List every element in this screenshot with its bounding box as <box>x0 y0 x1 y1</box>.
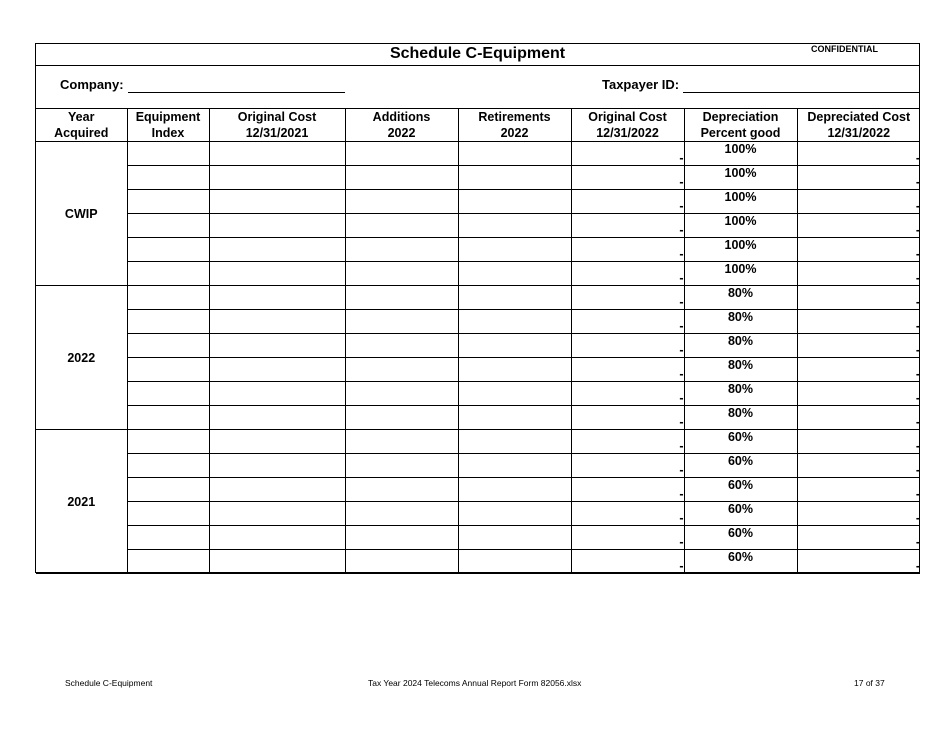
table-row <box>36 382 920 406</box>
retirements-cell[interactable] <box>458 550 571 574</box>
table-row <box>36 190 920 214</box>
retirements-cell[interactable] <box>458 310 571 334</box>
additions-cell[interactable] <box>345 406 458 430</box>
col-header-year-acquired <box>36 109 127 142</box>
table-row <box>36 526 920 550</box>
original-cost-2022-cell: - <box>571 286 684 310</box>
schedule-sheet <box>35 43 920 573</box>
original-cost-2021-cell[interactable] <box>209 502 345 526</box>
col-header-line1: Depreciation <box>702 110 779 124</box>
table-row <box>36 262 920 286</box>
col-header-line2: Acquired <box>54 126 109 140</box>
col-header-additions <box>345 109 458 142</box>
equipment-index-cell[interactable] <box>127 358 209 382</box>
year-acquired-cell: 2022 <box>36 286 127 430</box>
col-header-depreciation-percent <box>684 109 797 142</box>
confidential-label: CONFIDENTIAL <box>811 44 878 54</box>
table-row <box>36 286 920 310</box>
company-label: Company: <box>60 77 124 92</box>
depreciated-cost-cell: - <box>797 454 920 478</box>
original-cost-2021-cell[interactable] <box>209 142 345 166</box>
original-cost-2022-cell: - <box>571 382 684 406</box>
col-header-line2: 12/31/2022 <box>827 126 891 140</box>
col-header-line1: Original Cost <box>237 110 317 124</box>
original-cost-2021-cell[interactable] <box>209 550 345 574</box>
retirements-cell[interactable] <box>458 454 571 478</box>
original-cost-2022-cell: - <box>571 358 684 382</box>
depreciated-cost-cell: - <box>797 526 920 550</box>
page-title: Schedule C-Equipment <box>389 45 566 62</box>
retirements-cell[interactable] <box>458 262 571 286</box>
table-body <box>36 142 920 574</box>
equipment-index-cell[interactable] <box>127 334 209 358</box>
depreciation-percent-cell: 60% <box>684 502 797 526</box>
additions-cell[interactable] <box>345 502 458 526</box>
col-header-line1: Year <box>68 110 95 124</box>
retirements-cell[interactable] <box>458 166 571 190</box>
additions-cell[interactable] <box>345 262 458 286</box>
original-cost-2022-cell: - <box>571 142 684 166</box>
retirements-cell[interactable] <box>458 286 571 310</box>
original-cost-2021-cell[interactable] <box>209 526 345 550</box>
company-row <box>36 66 919 109</box>
original-cost-2021-cell[interactable] <box>209 406 345 430</box>
col-header-line1: Depreciated Cost <box>807 110 911 124</box>
original-cost-2021-cell[interactable] <box>209 382 345 406</box>
original-cost-2022-cell: - <box>571 262 684 286</box>
equipment-index-cell[interactable] <box>127 166 209 190</box>
depreciation-percent-cell: 100% <box>684 238 797 262</box>
additions-cell[interactable] <box>345 238 458 262</box>
additions-cell[interactable] <box>345 310 458 334</box>
retirements-cell[interactable] <box>458 382 571 406</box>
depreciation-percent-cell: 60% <box>684 430 797 454</box>
equipment-index-cell[interactable] <box>127 190 209 214</box>
original-cost-2022-cell: - <box>571 310 684 334</box>
header-row <box>36 109 920 142</box>
original-cost-2022-cell: - <box>571 166 684 190</box>
equipment-index-cell[interactable] <box>127 286 209 310</box>
depreciated-cost-cell: - <box>797 310 920 334</box>
footer-sheet-name: Schedule C-Equipment <box>65 678 153 688</box>
original-cost-2022-cell: - <box>571 430 684 454</box>
original-cost-2022-cell: - <box>571 550 684 574</box>
depreciation-percent-cell: 60% <box>684 526 797 550</box>
additions-cell[interactable] <box>345 166 458 190</box>
col-header-original-cost-2021 <box>209 109 345 142</box>
retirements-cell[interactable] <box>458 190 571 214</box>
original-cost-2021-cell[interactable] <box>209 286 345 310</box>
depreciation-percent-cell: 100% <box>684 166 797 190</box>
equipment-index-cell[interactable] <box>127 214 209 238</box>
col-header-line1: Equipment <box>135 110 201 124</box>
year-acquired-cell: CWIP <box>36 142 127 286</box>
original-cost-2021-cell[interactable] <box>209 430 345 454</box>
equipment-index-cell[interactable] <box>127 262 209 286</box>
depreciated-cost-cell: - <box>797 358 920 382</box>
table-row <box>36 430 920 454</box>
original-cost-2022-cell: - <box>571 214 684 238</box>
year-acquired-cell: 2021 <box>36 430 127 574</box>
depreciated-cost-cell: - <box>797 334 920 358</box>
additions-cell[interactable] <box>345 430 458 454</box>
depreciated-cost-cell: - <box>797 238 920 262</box>
additions-cell[interactable] <box>345 190 458 214</box>
equipment-index-cell[interactable] <box>127 382 209 406</box>
col-header-line2: Percent good <box>700 126 781 140</box>
additions-cell[interactable] <box>345 550 458 574</box>
equipment-index-cell[interactable] <box>127 406 209 430</box>
col-header-line2: 2022 <box>387 126 416 140</box>
equipment-index-cell[interactable] <box>127 238 209 262</box>
footer-page-number: 17 of 37 <box>854 678 885 688</box>
table-row <box>36 478 920 502</box>
col-header-retirements <box>458 109 571 142</box>
depreciated-cost-cell: - <box>797 478 920 502</box>
depreciation-percent-cell: 80% <box>684 358 797 382</box>
depreciated-cost-cell: - <box>797 406 920 430</box>
original-cost-2021-cell[interactable] <box>209 262 345 286</box>
col-header-line1: Original Cost <box>588 110 667 124</box>
equipment-index-cell[interactable] <box>127 310 209 334</box>
equipment-index-cell[interactable] <box>127 478 209 502</box>
depreciation-percent-cell: 80% <box>684 382 797 406</box>
additions-cell[interactable] <box>345 142 458 166</box>
equipment-index-cell[interactable] <box>127 526 209 550</box>
equipment-index-cell[interactable] <box>127 430 209 454</box>
table-row <box>36 454 920 478</box>
original-cost-2021-cell[interactable] <box>209 166 345 190</box>
retirements-cell[interactable] <box>458 214 571 238</box>
table-row <box>36 406 920 430</box>
col-header-line2: 12/31/2022 <box>596 126 659 140</box>
depreciated-cost-cell: - <box>797 190 920 214</box>
equipment-index-cell[interactable] <box>127 454 209 478</box>
table-row <box>36 214 920 238</box>
equipment-index-cell[interactable] <box>127 502 209 526</box>
retirements-cell[interactable] <box>458 142 571 166</box>
taxpayer-id-label: Taxpayer ID: <box>602 77 680 92</box>
equipment-index-cell[interactable] <box>127 550 209 574</box>
original-cost-2021-cell[interactable] <box>209 358 345 382</box>
original-cost-2021-cell[interactable] <box>209 238 345 262</box>
col-header-original-cost-2022 <box>571 109 684 142</box>
depreciated-cost-cell: - <box>797 382 920 406</box>
depreciation-percent-cell: 80% <box>684 286 797 310</box>
depreciated-cost-cell: - <box>797 286 920 310</box>
original-cost-2022-cell: - <box>571 454 684 478</box>
table-row <box>36 238 920 262</box>
original-cost-2022-cell: - <box>571 406 684 430</box>
depreciated-cost-cell: - <box>797 430 920 454</box>
col-header-line2: Index <box>151 126 185 140</box>
retirements-cell[interactable] <box>458 430 571 454</box>
depreciated-cost-cell: - <box>797 262 920 286</box>
original-cost-2022-cell: - <box>571 478 684 502</box>
depreciation-percent-cell: 80% <box>684 406 797 430</box>
retirements-cell[interactable] <box>458 358 571 382</box>
depreciation-percent-cell: 100% <box>684 262 797 286</box>
original-cost-2022-cell: - <box>571 238 684 262</box>
table-row <box>36 310 920 334</box>
depreciation-percent-cell: 60% <box>684 478 797 502</box>
depreciation-percent-cell: 100% <box>684 214 797 238</box>
original-cost-2021-cell[interactable] <box>209 454 345 478</box>
depreciation-percent-cell: 80% <box>684 334 797 358</box>
original-cost-2021-cell[interactable] <box>209 214 345 238</box>
depreciated-cost-cell: - <box>797 214 920 238</box>
depreciation-percent-cell: 60% <box>684 550 797 574</box>
additions-cell[interactable] <box>345 358 458 382</box>
col-header-line2: 12/31/2021 <box>245 126 309 140</box>
col-header-line1: Additions <box>372 110 431 124</box>
depreciated-cost-cell: - <box>797 550 920 574</box>
equipment-index-cell[interactable] <box>127 142 209 166</box>
depreciation-percent-cell: 60% <box>684 454 797 478</box>
depreciated-cost-cell: - <box>797 142 920 166</box>
depreciated-cost-cell: - <box>797 502 920 526</box>
original-cost-2021-cell[interactable] <box>209 310 345 334</box>
table-row <box>36 142 920 166</box>
table-row <box>36 166 920 190</box>
equipment-table <box>36 109 920 574</box>
title-row <box>36 44 919 66</box>
table-row <box>36 502 920 526</box>
depreciation-percent-cell: 100% <box>684 190 797 214</box>
additions-cell[interactable] <box>345 478 458 502</box>
additions-cell[interactable] <box>345 382 458 406</box>
retirements-cell[interactable] <box>458 478 571 502</box>
original-cost-2022-cell: - <box>571 334 684 358</box>
retirements-cell[interactable] <box>458 526 571 550</box>
company-field[interactable] <box>128 92 345 93</box>
col-header-depreciated-cost <box>797 109 920 142</box>
col-header-line1: Retirements <box>478 110 551 124</box>
original-cost-2022-cell: - <box>571 526 684 550</box>
additions-cell[interactable] <box>345 214 458 238</box>
additions-cell[interactable] <box>345 526 458 550</box>
retirements-cell[interactable] <box>458 406 571 430</box>
additions-cell[interactable] <box>345 286 458 310</box>
additions-cell[interactable] <box>345 334 458 358</box>
original-cost-2021-cell[interactable] <box>209 190 345 214</box>
original-cost-2021-cell[interactable] <box>209 334 345 358</box>
retirements-cell[interactable] <box>458 238 571 262</box>
retirements-cell[interactable] <box>458 502 571 526</box>
table-row <box>36 550 920 574</box>
col-header-line2: 2022 <box>500 126 529 140</box>
footer-file-name: Tax Year 2024 Telecoms Annual Report Form 82056.xlsx <box>368 678 582 688</box>
depreciation-percent-cell: 100% <box>684 142 797 166</box>
col-header-equipment-index <box>127 109 209 142</box>
additions-cell[interactable] <box>345 454 458 478</box>
original-cost-2022-cell: - <box>571 502 684 526</box>
taxpayer-id-field[interactable] <box>683 92 920 93</box>
original-cost-2021-cell[interactable] <box>209 478 345 502</box>
table-row <box>36 358 920 382</box>
original-cost-2022-cell: - <box>571 190 684 214</box>
depreciation-percent-cell: 80% <box>684 310 797 334</box>
depreciated-cost-cell: - <box>797 166 920 190</box>
retirements-cell[interactable] <box>458 334 571 358</box>
table-row <box>36 334 920 358</box>
